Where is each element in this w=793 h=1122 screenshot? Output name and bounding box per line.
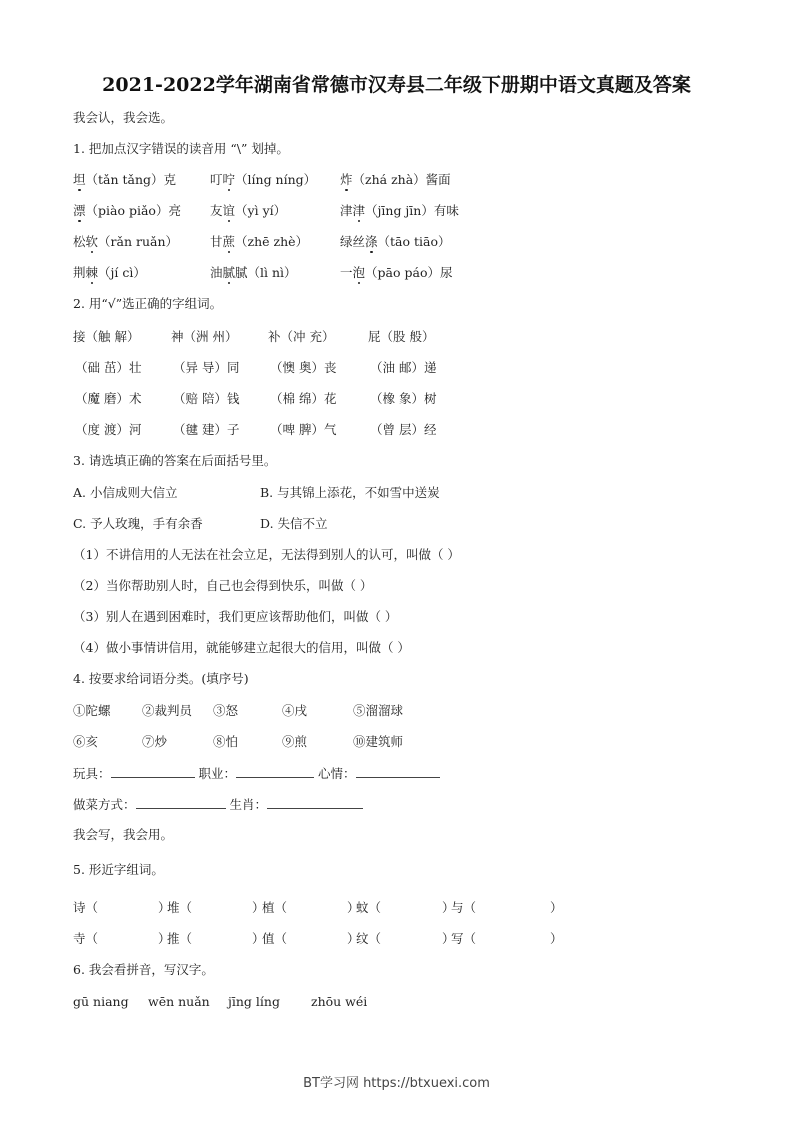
word-item: ④戌 — [282, 703, 308, 718]
section-heading: 我会写，我会用。 — [73, 827, 174, 842]
pinyin-item — [210, 265, 297, 281]
open-paren: （ — [368, 931, 382, 946]
choice-item: （油 邮）递 — [370, 360, 437, 375]
choice-item: （懊 奥）丧 — [270, 360, 337, 375]
answer-blank[interactable] — [267, 796, 363, 809]
close-paren: ） — [252, 900, 265, 915]
close-paren: ） — [442, 931, 455, 946]
character: 纹 — [356, 931, 369, 946]
choice-item: 神（洲 州） — [171, 329, 238, 344]
word-group-item — [167, 931, 192, 947]
word-group-item — [167, 900, 192, 916]
pinyin-word: wēn nuǎn — [148, 994, 210, 1009]
item-suffix: （tāo tiāo） — [377, 234, 451, 249]
item-suffix: 腻（lì nì） — [235, 265, 297, 280]
choice-item: （赔 陪）钱 — [173, 391, 240, 406]
item-suffix: （jīng jīn）有味 — [365, 203, 459, 218]
choice-item: （曾 层）经 — [370, 422, 437, 437]
item-prefix: 叮 — [210, 172, 223, 187]
dotted-character: 谊 — [222, 203, 236, 218]
item-suffix: （líng níng） — [235, 172, 317, 187]
q3-item: （1）不讲信用的人无法在社会立足，无法得到别人的认可，叫做（ ） — [73, 547, 460, 562]
character: 植 — [262, 900, 275, 915]
word-item: ⑧怕 — [213, 734, 239, 749]
q3-item: （3）别人在遇到困难时，我们更应该帮助他们，叫做（ ） — [73, 609, 398, 624]
pinyin-item — [73, 203, 181, 219]
dotted-character: 蔗 — [222, 234, 236, 249]
open-paren: （ — [463, 931, 477, 946]
item-suffix: （jí cì） — [98, 265, 146, 280]
choice-item: （魔 磨）术 — [75, 391, 142, 406]
item-prefix: 甘 — [210, 234, 223, 249]
close-paren: ） — [347, 900, 360, 915]
character: 推 — [167, 931, 180, 946]
close-paren: ） — [442, 900, 455, 915]
open-paren: （ — [85, 900, 99, 915]
choice-item: 接（触 解） — [73, 329, 140, 344]
dotted-character: 津 — [352, 203, 366, 218]
option-d: D. 失信不立 — [260, 516, 328, 531]
word-group-item — [451, 931, 476, 947]
pinyin-word: jīng líng — [228, 994, 280, 1009]
pinyin-item — [73, 172, 176, 188]
dotted-character: 棘 — [85, 265, 99, 280]
word-item: ①陀螺 — [73, 703, 111, 718]
dotted-character: 泡 — [352, 265, 366, 280]
pinyin-item — [340, 265, 452, 281]
open-paren: （ — [368, 900, 382, 915]
answer-blank[interactable] — [356, 765, 440, 778]
blank-label: 做菜方式： — [73, 797, 136, 812]
pinyin-item — [340, 234, 451, 250]
word-item: ⑤溜溜球 — [353, 703, 404, 718]
character: 堆 — [167, 900, 180, 915]
choice-item: （橡 象）树 — [370, 391, 437, 406]
blank-label: 职业： — [198, 766, 237, 781]
character: 写 — [451, 931, 464, 946]
character: 诗 — [73, 900, 86, 915]
question-5-heading: 5. 形近字组词。 — [73, 862, 164, 877]
question-1-heading: 1. 把加点汉字错误的读音用 “\” 划掉。 — [73, 141, 289, 156]
word-group-item — [262, 931, 287, 947]
item-prefix: 荆 — [73, 265, 86, 280]
open-paren: （ — [274, 931, 288, 946]
answer-blank[interactable] — [136, 796, 226, 809]
open-paren: （ — [179, 900, 193, 915]
question-4-heading: 4. 按要求给词语分类。(填序号) — [73, 671, 249, 686]
blank-label: 生肖： — [229, 797, 268, 812]
pinyin-item — [210, 203, 286, 219]
question-6-heading: 6. 我会看拼音，写汉字。 — [73, 962, 214, 977]
pinyin-word: gū niang — [73, 994, 129, 1009]
footer-watermark: BT学习网 https://btxuexi.com — [303, 1076, 490, 1091]
answer-blank[interactable] — [236, 765, 314, 778]
word-group-item — [356, 900, 381, 916]
blank-label: 玩具： — [73, 766, 111, 781]
word-item: ⑦炒 — [142, 734, 168, 749]
choice-item: （啤 脾）气 — [270, 422, 337, 437]
close-paren: ） — [252, 931, 265, 946]
word-group-item — [451, 900, 476, 916]
blank-row — [73, 765, 440, 782]
choice-item: （棉 绵）花 — [270, 391, 337, 406]
item-suffix: （zhá zhà）酱面 — [352, 172, 451, 187]
close-paren: ） — [550, 900, 563, 915]
section-heading: 我会认，我会选。 — [73, 110, 174, 125]
choice-item: （度 渡）河 — [75, 422, 142, 437]
option-c: C. 予人玫瑰，手有余香 — [73, 516, 203, 531]
word-item: ⑩建筑师 — [353, 734, 404, 749]
q3-item: （2）当你帮助别人时，自己也会得到快乐，叫做（ ） — [73, 578, 373, 593]
close-paren: ） — [347, 931, 360, 946]
dotted-character: 涤 — [365, 234, 378, 249]
item-suffix: （zhē zhè） — [235, 234, 309, 249]
pinyin-item — [210, 234, 308, 250]
item-prefix: 津 — [340, 203, 353, 218]
character: 值 — [262, 931, 275, 946]
close-paren: ） — [550, 931, 563, 946]
close-paren: ） — [158, 931, 171, 946]
item-prefix: 一 — [340, 265, 353, 280]
option-a: A. 小信成则大信立 — [73, 485, 178, 500]
choice-item: （异 导）同 — [173, 360, 240, 375]
item-suffix: （pāo páo）尿 — [365, 265, 453, 280]
option-b: B. 与其锦上添花，不如雪中送炭 — [260, 485, 440, 500]
open-paren: （ — [463, 900, 477, 915]
pinyin-word: zhōu wéi — [311, 994, 368, 1009]
item-prefix: 绿丝 — [340, 234, 366, 249]
item-suffix: （yì yí） — [235, 203, 287, 218]
open-paren: （ — [85, 931, 99, 946]
word-item: ⑥亥 — [73, 734, 99, 749]
pinyin-item — [210, 172, 316, 188]
choice-item: （毽 建）子 — [173, 422, 240, 437]
item-suffix: （piào piǎo）亮 — [85, 203, 181, 218]
word-group-item — [262, 900, 287, 916]
dotted-character: 漂 — [73, 203, 86, 218]
word-group-item — [73, 931, 98, 947]
pinyin-item — [73, 234, 178, 250]
word-group-item — [356, 931, 381, 947]
choice-item: 补（冲 充） — [268, 329, 335, 344]
open-paren: （ — [274, 900, 288, 915]
choice-item: 屁（股 般） — [368, 329, 435, 344]
word-group-item — [73, 900, 98, 916]
dotted-character: 腻 — [222, 265, 236, 280]
pinyin-item — [73, 265, 146, 281]
close-paren: ） — [158, 900, 171, 915]
item-prefix: 友 — [210, 203, 223, 218]
choice-item: （础 茁）壮 — [75, 360, 142, 375]
dotted-character: 软 — [85, 234, 99, 249]
word-item: ③怒 — [213, 703, 239, 718]
dotted-character: 炸 — [340, 172, 353, 187]
item-prefix: 油 — [210, 265, 223, 280]
dotted-character: 咛 — [222, 172, 236, 187]
dotted-character: 坦 — [73, 172, 86, 187]
character: 蚊 — [356, 900, 369, 915]
answer-blank[interactable] — [111, 765, 195, 778]
item-prefix: 松 — [73, 234, 86, 249]
question-3-heading: 3. 请选填正确的答案在后面括号里。 — [73, 453, 277, 468]
item-suffix: （rǎn ruǎn） — [98, 234, 179, 249]
pinyin-item — [340, 172, 451, 188]
blank-row — [73, 796, 363, 813]
open-paren: （ — [179, 931, 193, 946]
word-item: ②裁判员 — [142, 703, 193, 718]
q3-item: （4）做小事情讲信用，就能够建立起很大的信用，叫做（ ） — [73, 640, 410, 655]
character: 与 — [451, 900, 464, 915]
character: 寺 — [73, 931, 86, 946]
pinyin-item — [340, 203, 459, 219]
page-title: 2021-2022学年湖南省常德市汉寿县二年级下册期中语文真题及答案 — [102, 74, 691, 96]
blank-label: 心情： — [318, 766, 356, 781]
question-2-heading: 2. 用“√”选正确的字组词。 — [73, 296, 223, 311]
item-suffix: （tǎn tǎng）克 — [85, 172, 177, 187]
word-item: ⑨煎 — [282, 734, 308, 749]
